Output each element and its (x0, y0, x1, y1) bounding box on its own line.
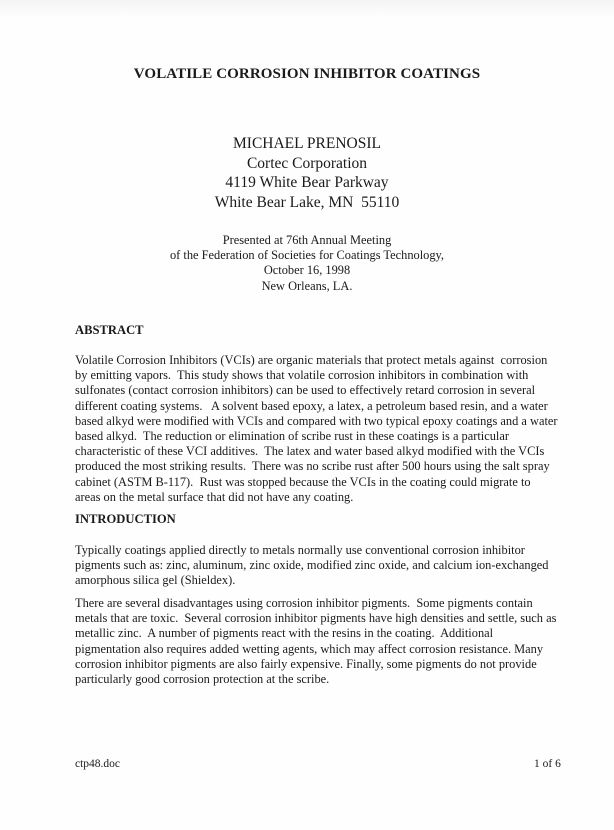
introduction-paragraph (75, 596, 595, 687)
footer-filename: ctp48.doc (75, 758, 121, 770)
document-title: VOLATILE CORROSION INHIBITOR COATINGS (133, 66, 481, 82)
text-line: There are several disadvantages using corrosion inhibitor pigments. Some pigments contain (75, 596, 533, 610)
footer-page-indicator: 1 of 6 (534, 758, 561, 770)
presentation-info (0, 233, 614, 294)
section-heading-introduction: INTRODUCTION (75, 512, 176, 526)
author-name: MICHAEL PRENOSIL (233, 135, 381, 152)
presentation-line: Presented at 76th Annual Meeting (222, 233, 392, 247)
presentation-date: October 16, 1998 (263, 263, 351, 278)
text-line: particularly good corrosion protection at the scribe. (75, 672, 330, 687)
text-line: areas on the metal surface that did not have any coating. (75, 489, 354, 504)
text-line: based alkyd were modified with VCIs and compared with two typical epoxy coatings and a water (75, 413, 558, 428)
text-line: amorphous silica gel (Shieldex). (75, 573, 236, 588)
author-organization: Cortec Corporation (246, 154, 368, 172)
author-street: 4119 White Bear Parkway (225, 174, 389, 191)
introduction-paragraph (75, 543, 595, 589)
author-block (0, 134, 614, 212)
text-line: corrosion inhibitor pigments are also fairly expensive. Finally, some pigments do not provide (75, 656, 537, 671)
text-line: by emitting vapors. This study shows that volatile corrosion inhibitors in combination with (75, 368, 529, 383)
text-line: Typically coatings applied directly to metals normally use conventional corrosion inhibitor (75, 543, 525, 557)
text-line: metallic zinc. A number of pigments react with the resins in the coating. Additional (75, 626, 494, 641)
presentation-line: of the Federation of Societies for Coatings Technology, (169, 248, 445, 263)
presentation-location: New Orleans, LA. (261, 278, 353, 293)
scan-artifact (0, 0, 614, 18)
text-line: characteristic of these VCI additives. The latex and water based alkyd modified with the VCIs (75, 444, 545, 459)
text-line: metals that are toxic. Several corrosion inhibitor pigments have high densities and settle, such as (75, 611, 557, 626)
text-line: produced the most striking results. There was no scribe rust after 500 hours using the salt spray (75, 459, 550, 474)
text-line: cabinet (ASTM B-117). Rust was stopped because the VCIs in the coating could migrate to (75, 474, 531, 489)
abstract-paragraph (75, 353, 595, 505)
text-line: different coating systems. A solvent based epoxy, a latex, a petroleum based resin, and a water (75, 398, 548, 413)
author-city: White Bear Lake, MN 55110 (214, 193, 400, 211)
text-line: pigments such as: zinc, aluminum, zinc oxide, modified zinc oxide, and calcium ion-exchanged (75, 558, 549, 573)
text-line: pigmentation also requires added wetting agents, which may affect corrosion resistance. Many (75, 641, 544, 656)
text-line: sulfonates (contact corrosion inhibitors) can be used to effectively retard corrosion in several (75, 383, 536, 398)
text-line: based alkyd. The reduction or elimination of scribe rust in these coatings is a particular (75, 429, 510, 444)
section-heading-abstract: ABSTRACT (75, 323, 144, 337)
text-line: Volatile Corrosion Inhibitors (VCIs) are organic materials that protect metals against corrosion (75, 353, 548, 367)
